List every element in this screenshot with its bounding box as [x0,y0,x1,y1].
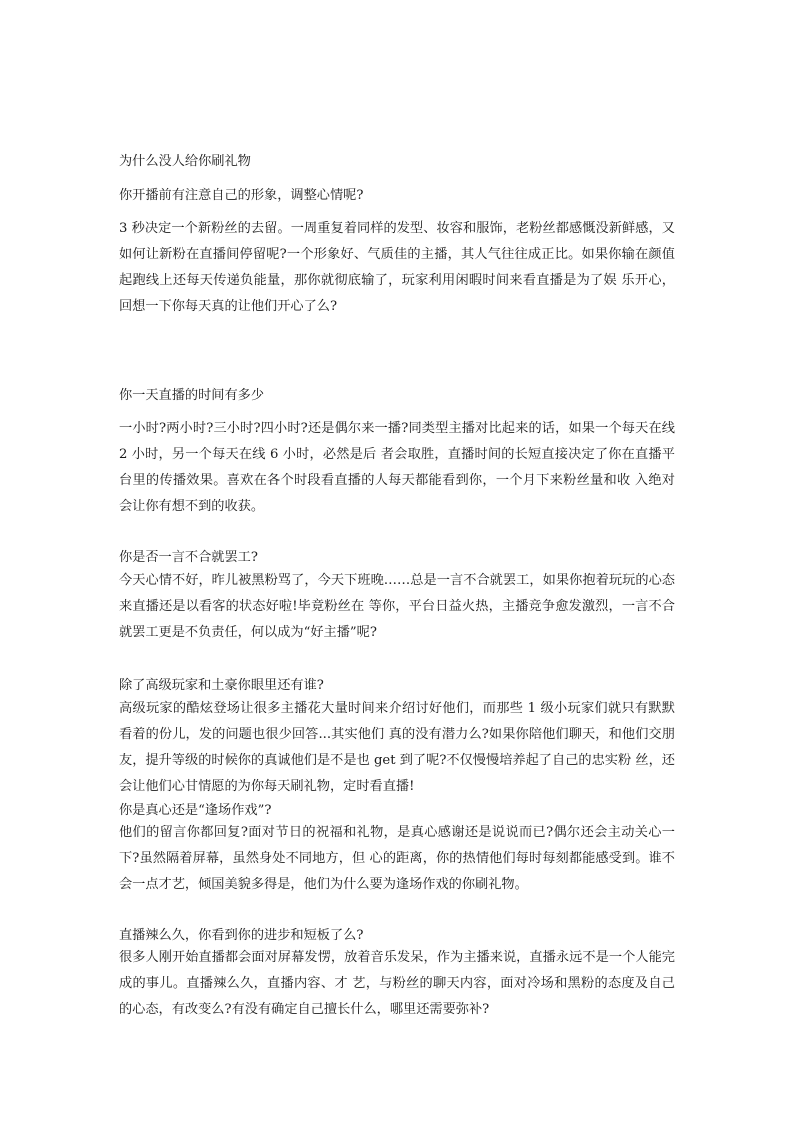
section-body-sincerity: 他们的留言你都回复?面对节日的祝福和礼物，是真心感谢还是说说而已?偶尔还会主动关心一下?虽然隔着屏幕，虽然身处不同地方，但 心的距离，你的热情他们每时每刻都能感受到。谁不会一点才艺，倾国美貌多得是，他们为什么要为逢场作戏的你刷礼物。 [119,825,675,892]
section-body-quitting: 今天心情不好，昨儿被黑粉骂了，今天下班晚……总是一言不合就罢工，如果你抱着玩玩的心态来直播还是以看客的状态好啦!毕竟粉丝在 等你，平台日益火热，主播竞争愈发激烈，一言不合就罢工更是不负责任，何以成为“好主播”呢? [119,573,675,640]
section-heading-appearance: 你开播前有注意自己的形象，调整心情呢? [119,188,364,203]
document-title: 为什么没人给你刷礼物 [119,154,251,169]
section-body-progress: 很多人刚开始直播都会面对屏幕发愣，放着音乐发呆，作为主播来说，直播永远不是一个人能完成的事儿。直播辣么久，直播内容、才 艺，与粉丝的聊天内容，面对冷场和黑粉的态度及自己的心态，有改变么?有没有确定自己擅长什么，哪里还需要弥补? [119,950,675,1017]
section-heading-quitting: 你是否一言不合就罢工? [119,550,258,565]
section-heading-small-players: 除了高级玩家和土豪你眼里还有谁? [119,678,324,693]
section-body-small-players: 高级玩家的酷炫登场让很多主播花大量时间来介绍讨好他们，而那些 1 级小玩家们就只有默默看着的份儿，发的问题也很少回答...其实他们 真的没有潜力么?如果你陪他们聊天，和他们交朋友，提升等级的时候你的真诚他们是不是也 get 到了呢?不仅慢慢培养起了自己的忠实粉 丝，还会让他们心甘情愿的为你每天刷礼物，定时看直播! [119,701,675,794]
section-heading-sincerity: 你是真心还是“逢场作戏”? [119,803,272,818]
section-heading-progress: 直播辣么久，你看到你的进步和短板了么? [119,928,364,943]
section-heading-stream-time: 你一天直播的时间有多少 [119,388,265,403]
section-body-stream-time: 一小时?两小时?三小时?四小时?还是偶尔来一播?同类型主播对比起来的话，如果一个每天在线 2 小时，另一个每天在线 6 小时，必然是后 者会取胜，直播时间的长短直接决定了你在直播平台里的传播效果。喜欢在各个时段看直播的人每天都能看到你，一个月下来粉丝量和收 入绝对会让你有想不到的收获。 [119,421,675,514]
section-body-appearance: 3 秒决定一个新粉丝的去留。一周重复着同样的发型、妆容和服饰，老粉丝都感慨没新鲜感，又如何让新粉在直播间停留呢?一个形象好、气质佳的主播，其人气往往成正比。如果你输在颜值起跑线上还每天传递负能量，那你就彻底输了，玩家利用闲暇时间来看直播是为了娱 乐开心，回想一下你每天真的让他们开心了么? [119,221,675,314]
